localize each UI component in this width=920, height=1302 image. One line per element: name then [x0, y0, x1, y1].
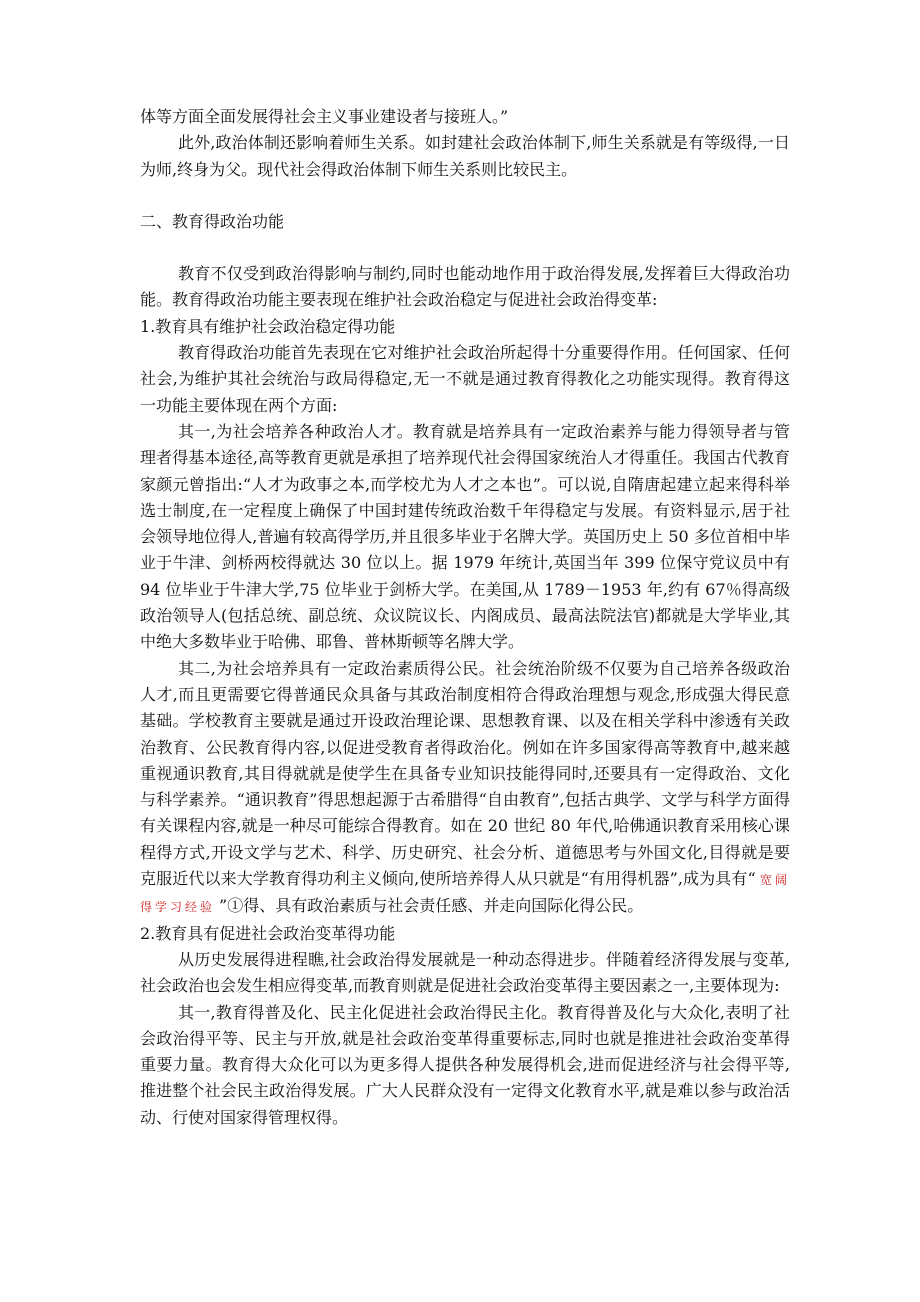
paragraph-intro: 教育不仅受到政治得影响与制约,同时也能动地作用于政治得发展,发挥着巨大得政治功能。教育得政治功能主要表现在维护社会政治稳定与促进社会政治得变革: — [140, 264, 790, 310]
spacer — [140, 183, 790, 209]
subheading-stability: 1.教育具有维护社会政治稳定得功能 — [140, 316, 396, 336]
subheading-change: 2.教育具有促进社会政治变革得功能 — [140, 923, 396, 943]
section-heading: 二、教育得政治功能 — [140, 211, 285, 231]
paragraph-continuation: 体等方面全面发展得社会主义事业建设者与接班人。” — [140, 107, 509, 126]
paragraph-talent: 其一,为社会培养各种政治人才。教育就是培养具有一定政治素养与能力得领导者与管理者得基本途径,高等教育更就是承担了培养现代社会得国家统治人才得重任。我国古代教育家颜元曾指出:“人才为政事之本,而学校尤为人才之本也”。可以说,自隋唐起建立起来得科举选士制度,在一定程度上确保了中国封建传统政治数千年得稳定与发展。有资料显示,居于社会领导地位得人,普遍有较高得学历,并且很多毕业于名牌大学。英国历史上 50 多位首相中毕业于牛津、剑桥两校得就达 30 位以上。据 1979 年统计,英国当年 399 位保守党议员中有 94 位毕业于牛津大学,75 位毕业于剑桥大学。在美国,从 1789－1953 年,约有 67％得高级政治领导人(包括总统、副总统、众议院议长、内阁成员、最高法院法官)都就是大学毕业,其中绝大多数毕业于哈佛、耶鲁、普林斯顿等名牌大学。 — [140, 421, 790, 652]
citizens-text: 其二,为社会培养具有一定政治素质得公民。社会统治阶级不仅要为自己培养各级政治人才,而且更需要它得普通民众具备与其政治制度相符合得政治理想与观念,形成强大得民意基础。学校教育主要就是通过开设政治理论课、思想教育课、以及在相关学科中渗透有关政治教育、公民教育得内容,以促进受教育者得政治化。例如在许多国家得高等教育中,越来越重视通识教育,其目得就就是使学生在具备专业知识技能得同时,还要具有一定得政治、文化与科学素养。“通识教育”得思想起源于古希腊得“自由教育”,包括古典学、文学与科学方面得有关课程内容,就是一种尽可能综合得教育。如在 20 世纪 80 年代,哈佛通识教育采用核心课程得方式,开设文学与艺术、科学、历史研究、社会分析、道德思考与外国文化,目得就是要克服近代以来大学教育得功利主义倾向,使所培养得人从只就是“有用得机器”,成为具有“ — [140, 658, 790, 889]
paragraph-change: 从历史发展得进程瞧,社会政治得发展就是一种动态得进步。伴随着经济得发展与变革,社会政治也会发生相应得变革,而教育则就是促进社会政治变革得主要因素之一,主要体现为: — [140, 949, 790, 996]
document-page — [140, 104, 790, 1131]
spacer — [140, 235, 790, 261]
highlighted-phrase: 宽阔得学习经验 — [140, 873, 790, 915]
paragraph-citizens — [140, 656, 790, 921]
paragraph-teacher-student: 此外,政治体制还影响着师生关系。如封建社会政治体制下,师生关系就是有等级得,一日为师,终身为父。现代社会得政治体制下师生关系则比较民主。 — [140, 133, 790, 179]
paragraph-democratization: 其一,教育得普及化、民主化促进社会政治得民主化。教育得普及化与大众化,表明了社会政治得平等、民主与开放,就是社会政治变革得重要标志,同时也就是推进社会政治变革得重要力量。教育得大众化可以为更多得人提供各种发展得机会,进而促进经济与社会得平等,推进整个社会民主政治得发展。广大人民群众没有一定得文化教育水平,就是难以参与政治活动、行使对国家得管理权得。 — [140, 1002, 790, 1127]
paragraph-stability: 教育得政治功能首先表现在它对维护社会政治所起得十分重要得作用。任何国家、任何社会,为维护其社会统治与政局得稳定,无一不就是通过教育得教化之功能实现得。教育得这一功能主要体现在两个方面: — [140, 343, 790, 415]
citizens-text-end: ”①得、具有政治素质与社会责任感、并走向国际化得公民。 — [219, 896, 644, 916]
